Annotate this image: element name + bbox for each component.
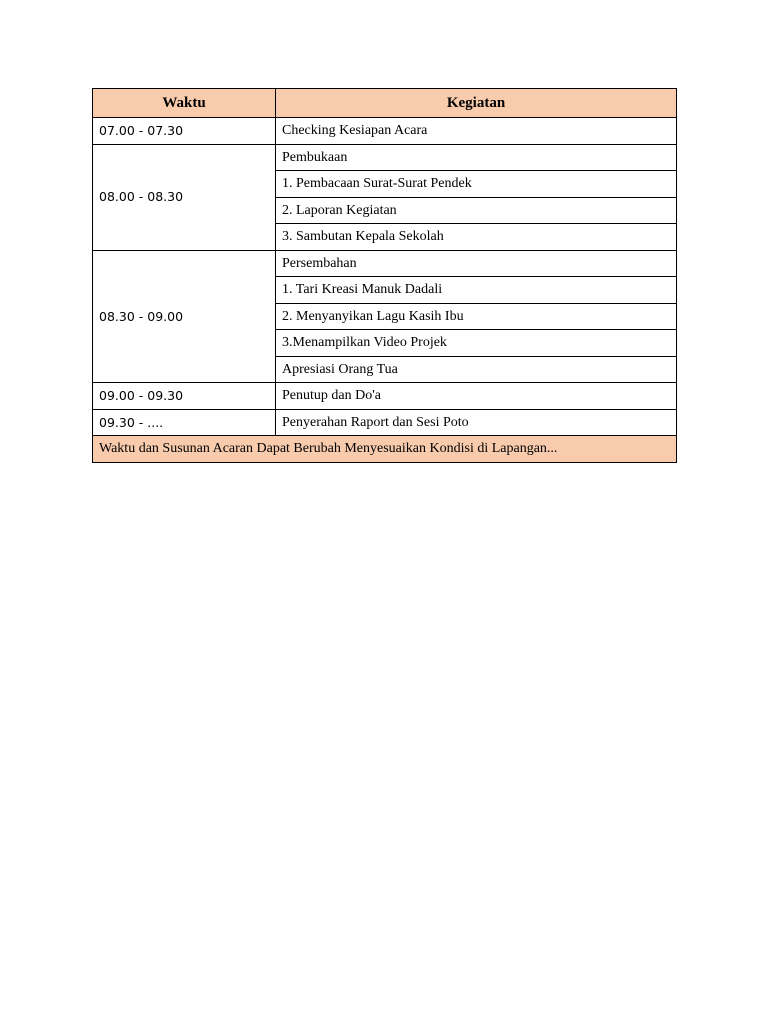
table-row — [93, 144, 677, 171]
activity-cell: 3. Sambutan Kepala Sekolah — [276, 224, 677, 251]
activity-cell: Penutup dan Do'a — [276, 383, 677, 410]
schedule-table — [92, 88, 677, 463]
activity-cell: 2. Menyanyikan Lagu Kasih Ibu — [276, 303, 677, 330]
activity-cell: 2. Laporan Kegiatan — [276, 197, 677, 224]
activity-cell: 3.Menampilkan Video Projek — [276, 330, 677, 357]
table-header-row — [93, 89, 677, 118]
table-row — [93, 118, 677, 145]
footer-note: Waktu dan Susunan Acaran Dapat Berubah Menyesuaikan Kondisi di Lapangan... — [93, 436, 677, 463]
table-row — [93, 250, 677, 277]
header-time: Waktu — [93, 89, 276, 118]
activity-cell: Apresiasi Orang Tua — [276, 356, 677, 383]
activity-cell: Penyerahan Raport dan Sesi Poto — [276, 409, 677, 436]
activity-cell: Checking Kesiapan Acara — [276, 118, 677, 145]
activity-cell: 1. Pembacaan Surat-Surat Pendek — [276, 171, 677, 198]
time-cell: 09.00 - 09.30 — [93, 383, 276, 410]
activity-cell: 1. Tari Kreasi Manuk Dadali — [276, 277, 677, 304]
table-row — [93, 409, 677, 436]
header-activity: Kegiatan — [276, 89, 677, 118]
time-cell: 09.30 - .... — [93, 409, 276, 436]
footer-row — [93, 436, 677, 463]
time-cell: 08.00 - 08.30 — [93, 144, 276, 250]
activity-cell: Pembukaan — [276, 144, 677, 171]
table-row — [93, 383, 677, 410]
activity-cell: Persembahan — [276, 250, 677, 277]
time-cell: 07.00 - 07.30 — [93, 118, 276, 145]
time-cell: 08.30 - 09.00 — [93, 250, 276, 383]
